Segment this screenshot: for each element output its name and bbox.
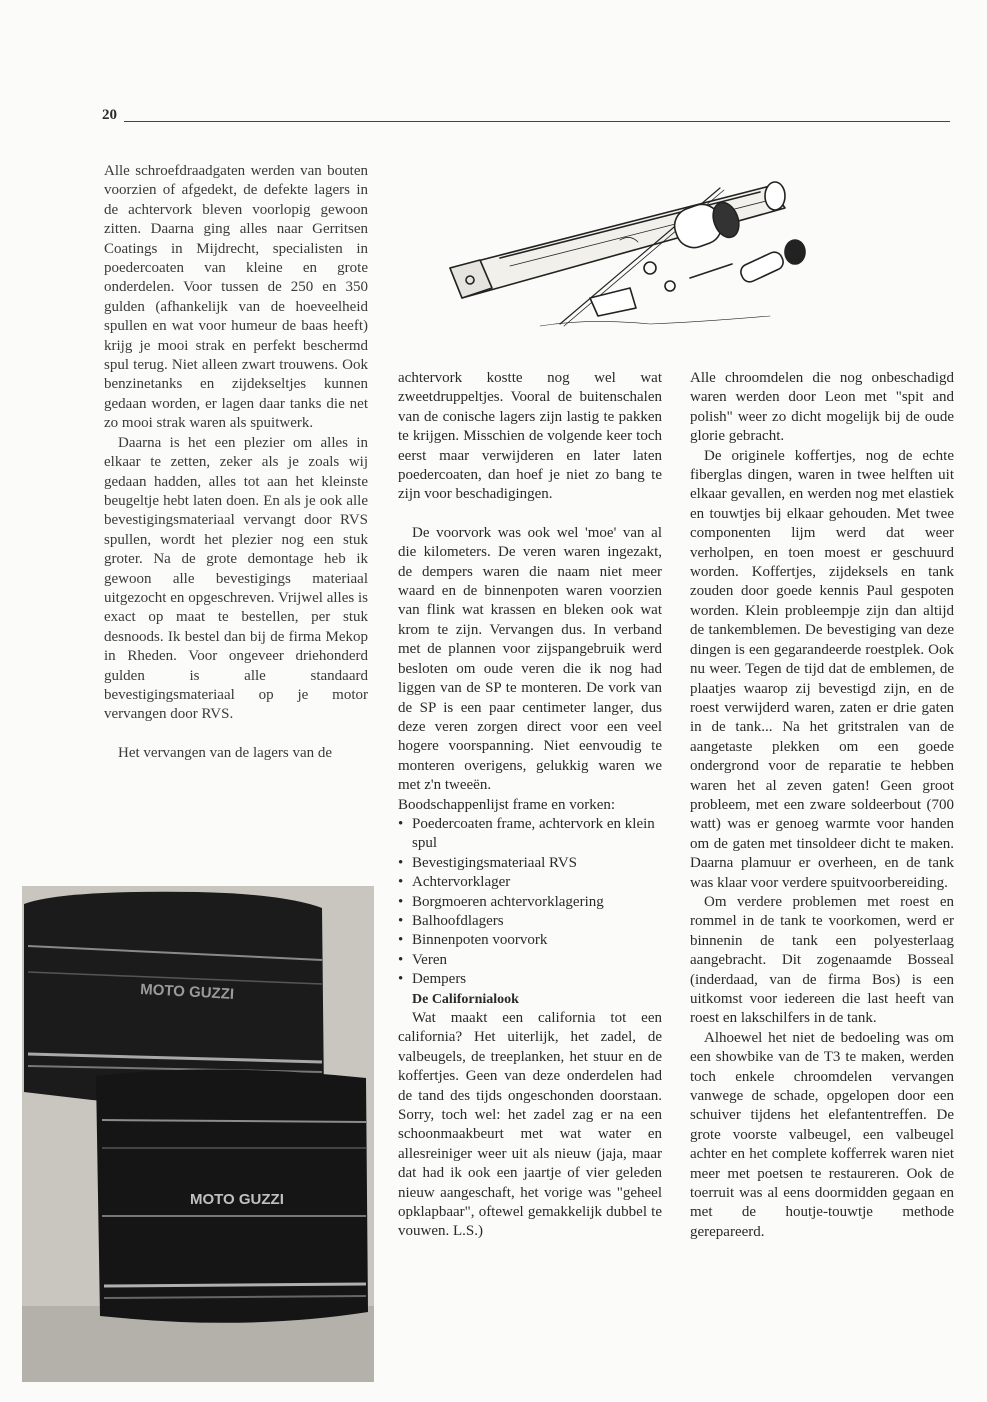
shopping-list bbox=[398, 815, 662, 990]
col3-paragraph: De originele koffertjes, nog de echte fiberglas dingen, waren in twee helften uit elkaar gevallen, en werden nog met elastiek en touwtjes bij elkaar gehouden. Met twee componenten lijm werd dat weer verholpen, en toen moest er geschuurd worden. Koffertjes, zijdeksels en tank zouden door goede kennis Paul gespoten worden. Klein probleempje zijn dan altijd de tankemblemen. De bevestiging van deze dingen is een gegarandeerde roestplek. Ook nu weer. Tegen de tijd dat de emblemen, de plaatjes waarop zij bevestigd zijn, en de roest verwijderd waren, zaten er drie gaten in de tank... Na het gritstralen van de aangetaste plekken om een goede ondergrond voor de reparatie te hebben waren het al zeven gaten! Geen groot probleem, met een zware soldeerbout (700 watt) was er genoeg warmte voor handen om de gaten met tinsoldeer dicht te maken. Daarna plamuur er overheen, en de tank was klaar voor verdere spuitvoorbereiding. bbox=[690, 447, 954, 891]
parts-sketch-illustration bbox=[440, 148, 840, 334]
col1-paragraph: Daarna is het een plezier om alles in elkaar te zetten, zeker als je zoals wij gedaan hadden, alles tot aan het kleinste beugeltje hebt laten doen. En als je ook alle bevestigingsmateriaal vervangt door RVS spullen, wordt het plezier nog een stuk groter. Na de grote demontage heb ik gewoon alle bevestigings materiaal uitgezocht en opgeschreven. Vrijwel alles is exact op maat te bestellen, per stuk desnoods. Ik bestel dan bij de firma Mekop in Rheden. Voor ongeveer driehonderd gulden is alle standaard bevestigingsmateriaal op je motor vervangen door RVS. bbox=[104, 434, 368, 723]
list-item: • Achtervorklager bbox=[398, 873, 662, 892]
col2-paragraph: achtervork kostte nog wel wat zweetdruppeltjes. Vooral de buitenschalen van de conische lagers zijn lastig te pakken te krijgen. Misschien de volgende keer toch eerst maar verwijderen en later laten poedercoaten, dan hoef je niet zo bang te zijn voor beschadigingen. bbox=[398, 370, 662, 503]
column-2 bbox=[398, 369, 662, 1242]
col1-paragraph: Het vervangen van de lagers van de bbox=[118, 744, 333, 761]
list-item: • Binnenpoten voorvork bbox=[398, 931, 662, 950]
page-number: 20 bbox=[102, 107, 117, 123]
list-item: • Veren bbox=[398, 951, 662, 970]
shopping-list-title: Boodschappenlijst frame en vorken: bbox=[398, 796, 616, 813]
col3-paragraph: Alhoewel het niet de bedoeling was om een showbike van de T3 te maken, werden toch enkele chroomdelen vervangen vanwege de schade, opgelopen door een schuiver tijdens het elefantentreffen. De grote voorste valbeugel, een valbeugel achter en het complete kofferrek waren niet meer met poetsen te restaureren. Ook de toerruit was al eens doormidden gegaan en met de houtje-touwtje methode gerepareerd. bbox=[690, 1029, 954, 1240]
col1-paragraph: Alle schroefdraadgaten werden van bouten voorzien of afgedekt, de defekte lagers in de achtervork bleven voorlopig gewoon zitten. Daarna ging alles naar Gerritsen Coatings in Mijdrecht, specialisten in poedercoaten van kleine en grote onderdelen. Voor tussen de 250 en 350 gulden (afhankelijk van de hoeveelheid spullen en wat voor humeur de baas heeft) krijg je mooi strak en perfekt beschermd spul terug. Niet alleen zwart trouwens. Ook benzinetanks en zijdekseltjes kunnen gedaan worden, er lagen daar tanks die net zo mooi strak waren als spuitwerk. bbox=[104, 163, 368, 432]
list-item: • Dempers bbox=[398, 970, 662, 989]
section-heading: De Californialook bbox=[412, 991, 519, 1007]
column-1 bbox=[104, 162, 368, 763]
col3-paragraph: Om verdere problemen met roest en rommel in de tank te voorkomen, werd er binnenin de tank een polyesterlaag aangebracht. Dit zogenaamde Bosseal (inderdaad, van de firma Bos) is een uitkomst voor iedereen die last heeft van roest en lakschilfers in de tank. bbox=[690, 893, 954, 1027]
col2-paragraph: De voorvork was ook wel 'moe' van al die kilometers. De veren waren ingezakt, de dempers waren die naam niet meer waard en de binnenpoten waren voorzien van flink wat krassen en bleken ook wat krom te zijn. Vervangen dus. In verband met de plannen voor zijspangebruik werd besloten om oude veren die ik nog had liggen van de SP te monteren. De vork van de SP is een paar centimeter langer, dus deze veren zorgen direct voor een veel hogere voorspanning. Niet eenvoudig te monteren overigens, gelukkig waren we met z'n tweeën. bbox=[398, 524, 662, 794]
col3-paragraph: Alle chroomdelen die nog onbeschadigd waren werden door Leon met "spit and polish" weer zo dicht mogelijk bij de oude glorie gebracht. bbox=[690, 370, 954, 445]
upper-case-label: MOTO GUZZI bbox=[139, 981, 235, 1003]
list-item: • Borgmoeren achtervorklagering bbox=[398, 893, 662, 912]
list-item: • Bevestigingsmateriaal RVS bbox=[398, 854, 662, 873]
col2-paragraph: Wat maakt een california tot een california? Het uiterlijk, het zadel, de valbeugels, de treeplanken, het stuur en de koffertjes. Geen van deze onderdelen had de tand des tijds ongeschonden doorstaan. Sorry, toch wel: het zadel zag er na een schoonmaakbeurt met wat water en allesreiniger weer uit als nieuw (jaja, maar dat had ik ook een jaartje of vier geleden nieuw aangeschaft, het vorige was "geheel opklapbaar", oftewel gemakkelijk dubbel te vouwen. L.S.) bbox=[398, 1010, 662, 1240]
header-rule bbox=[124, 121, 950, 122]
list-item: • Balhoofdlagers bbox=[398, 912, 662, 931]
lower-case-label: MOTO GUZZI bbox=[190, 1191, 284, 1208]
column-3 bbox=[690, 369, 954, 1242]
saddle-cases-photo bbox=[22, 886, 374, 1382]
list-item: • Poedercoaten frame, achtervork en klein spul bbox=[398, 815, 662, 854]
